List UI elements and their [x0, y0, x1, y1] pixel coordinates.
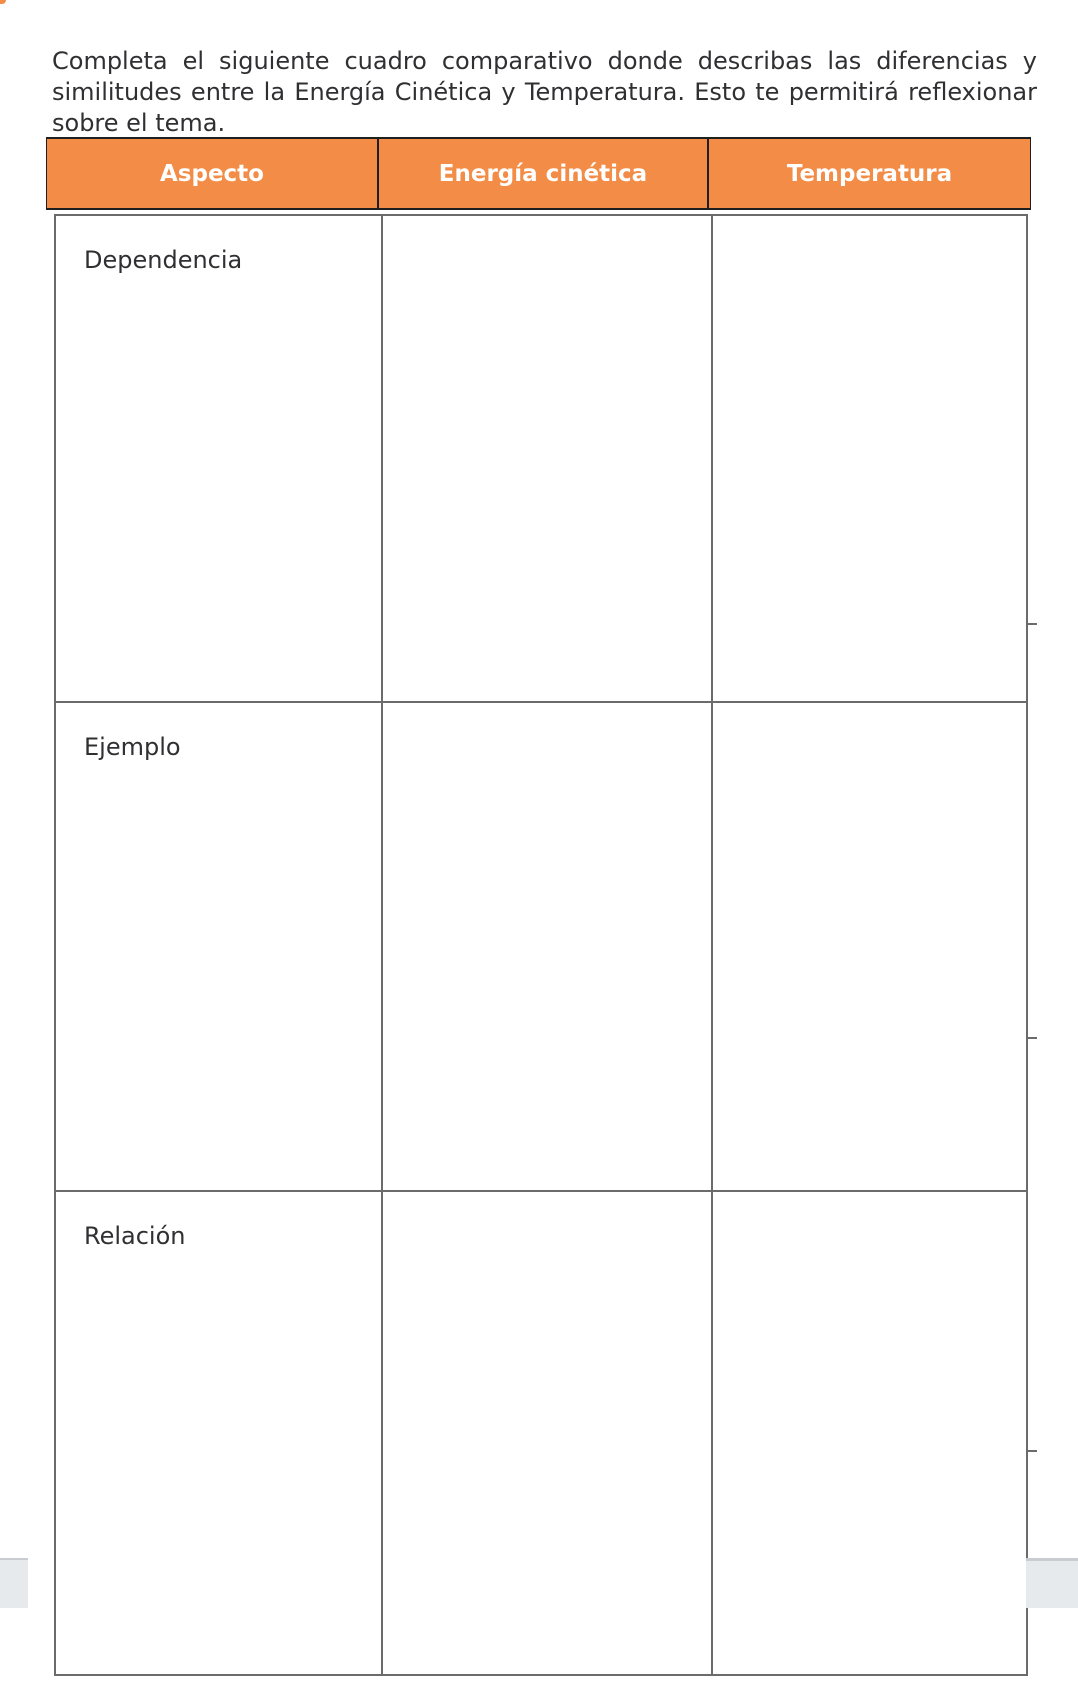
cell-dependencia-temperatura[interactable] [713, 214, 1028, 701]
row-label-dependencia: Dependencia [56, 214, 383, 701]
instructions-text: Completa el siguiente cuadro comparativo donde describas las diferencias y similitudes entre la Energía Cinética y Temperatura. Esto te permitirá reflexionar sobre el tema. [52, 47, 1037, 137]
row-label-relacion: Relación [56, 1190, 383, 1674]
corner-accent-mark [0, 0, 6, 4]
cell-relacion-energia-cinetica[interactable] [383, 1190, 713, 1674]
header-temperatura: Temperatura [707, 139, 1030, 208]
right-edge-tab [1026, 1558, 1078, 1608]
cell-dependencia-energia-cinetica[interactable] [383, 214, 713, 701]
edge-tick-mark [1027, 1037, 1037, 1039]
cell-ejemplo-temperatura[interactable] [713, 701, 1028, 1190]
comparison-table-body [54, 214, 1028, 1676]
left-edge-tab [0, 1558, 28, 1608]
cell-ejemplo-energia-cinetica[interactable] [383, 701, 713, 1190]
row-label-ejemplo: Ejemplo [56, 701, 383, 1190]
table-header-row [46, 137, 1031, 210]
header-energia-cinetica: Energía cinética [377, 139, 707, 208]
edge-tick-mark [1027, 623, 1037, 625]
header-aspecto: Aspecto [160, 160, 264, 187]
cell-relacion-temperatura[interactable] [713, 1190, 1028, 1674]
edge-tick-mark [1027, 1450, 1037, 1452]
